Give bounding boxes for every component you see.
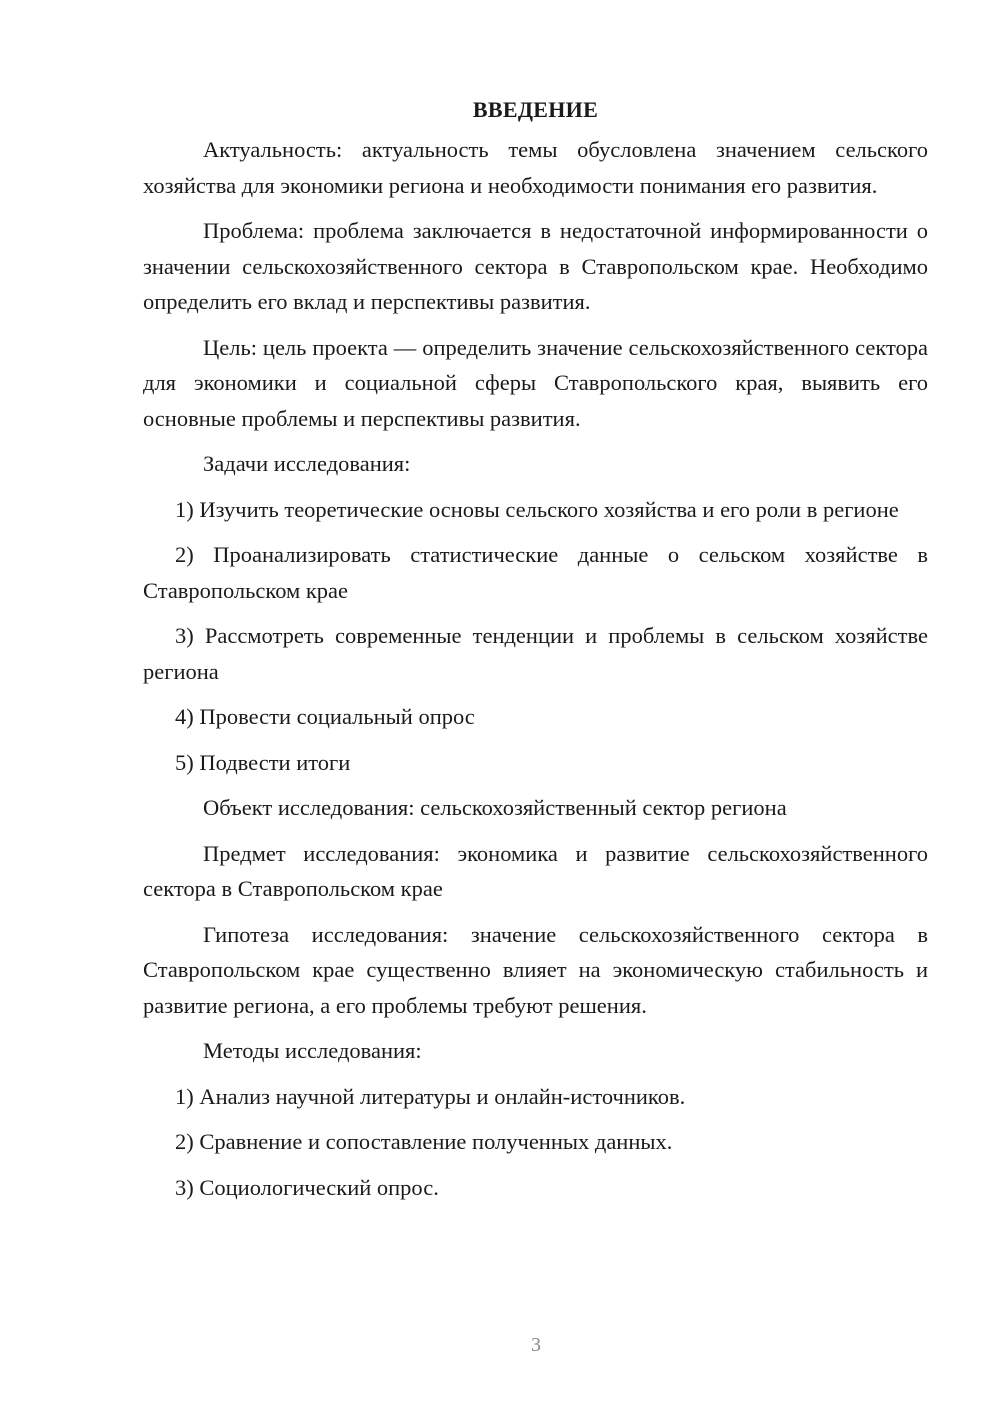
task-item-5: 5) Подвести итоги <box>175 749 351 775</box>
hypothesis-paragraph: Гипотеза исследования: значение сельскохозяйственного сектора в Ставропольском крае существенно влияет на экономическую стабильность и развитие региона, а его проблемы требуют решения. <box>143 921 928 1018</box>
methods-heading: Методы исследования: <box>203 1038 422 1063</box>
goal-paragraph: Цель: цель проекта — определить значение сельскохозяйственного сектора для экономики и социальной сферы Ставропольского края, выявить его основные проблемы и перспективы развития. <box>143 334 928 431</box>
research-object-paragraph: Объект исследования: сельскохозяйственный сектор региона <box>203 795 787 820</box>
tasks-heading: Задачи исследования: <box>203 451 411 476</box>
task-item-1: 1) Изучить теоретические основы сельского хозяйства и его роли в регионе <box>175 496 899 522</box>
document-page <box>143 92 928 1215</box>
problem-paragraph: Проблема: проблема заключается в недостаточной информированности о значении сельскохозяйственного сектора в Ставропольском крае. Необходимо определить его вклад и перспективы развития. <box>143 218 928 314</box>
task-item-4: 4) Провести социальный опрос <box>175 704 475 729</box>
method-item-2: 2) Сравнение и сопоставление полученных данных. <box>175 1129 673 1154</box>
method-item-1: 1) Анализ научной литературы и онлайн-источников. <box>175 1083 686 1109</box>
task-item-2: 2) Проанализировать статистические данные о сельском хозяйстве в Ставропольском крае <box>143 542 928 603</box>
research-subject-paragraph: Предмет исследования: экономика и развитие сельскохозяйственного сектора в Ставропольском крае <box>143 840 928 901</box>
task-item-3: 3) Рассмотреть современные тенденции и проблемы в сельском хозяйстве региона <box>143 623 928 684</box>
section-title: ВВЕДЕНИЕ <box>472 97 599 122</box>
relevance-paragraph: Актуальность: актуальность темы обусловлена значением сельского хозяйства для экономики региона и необходимости понимания его развития. <box>143 137 928 198</box>
page-number: 3 <box>531 1334 541 1356</box>
method-item-3: 3) Социологический опрос. <box>175 1174 439 1200</box>
